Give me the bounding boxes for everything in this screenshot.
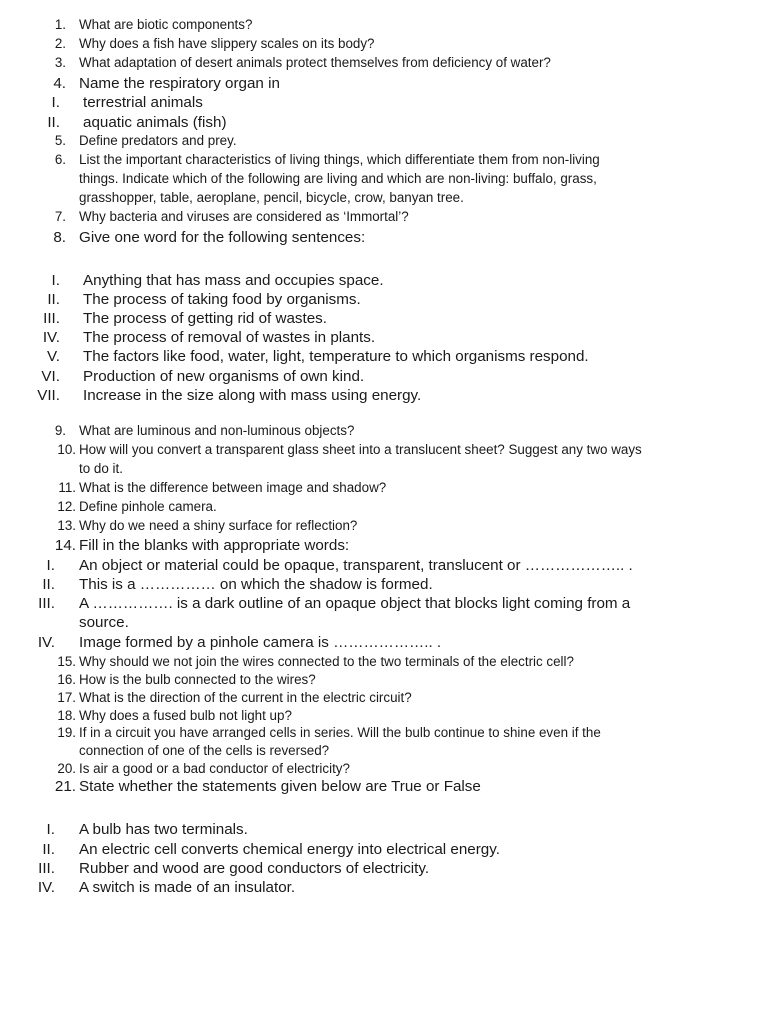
question-text: How will you convert a transparent glass sheet into a translucent sheet? Suggest any two ways xyxy=(79,442,642,457)
subitem-text: A bulb has two terminals. xyxy=(79,821,248,838)
question-number: 19. xyxy=(57,725,76,740)
subitem-text: Production of new organisms of own kind. xyxy=(83,368,365,385)
question-number: 3. xyxy=(54,55,66,70)
question-text: State whether the statements given below are True or False xyxy=(79,778,481,795)
subitem-number: IV. xyxy=(37,634,55,651)
question-text: What is the difference between image and shadow? xyxy=(79,480,387,495)
subitem-number: II. xyxy=(47,114,60,131)
question-number: 17. xyxy=(57,690,76,705)
question-text: Why should we not join the wires connected to the two terminals of the electric cell? xyxy=(79,654,574,669)
question-text-continued: grasshopper, table, aeroplane, pencil, bicycle, crow, banyan tree. xyxy=(79,190,464,205)
subitem-text: Rubber and wood are good conductors of electricity. xyxy=(79,860,430,877)
question-number: 13. xyxy=(57,518,76,533)
question-text: Why does a fused bulb not light up? xyxy=(79,708,292,723)
subitem-text: A ……………. is a dark outline of an opaque object that blocks light coming from a xyxy=(79,595,631,612)
subitem-text: terrestrial animals xyxy=(83,94,203,111)
subitem-number: III. xyxy=(38,860,55,877)
subitem-number: II. xyxy=(42,576,55,593)
subitem-number: I. xyxy=(46,557,55,574)
question-text: List the important characteristics of living things, which differentiate them from non-living xyxy=(79,152,600,167)
question-text: Why do we need a shiny surface for reflection? xyxy=(79,518,358,533)
question-number: 4. xyxy=(53,75,66,92)
question-text: What are luminous and non-luminous objects? xyxy=(79,423,355,438)
subitem-number: I. xyxy=(46,821,55,838)
subitem-text-continued: source. xyxy=(79,614,129,631)
question-text: Fill in the blanks with appropriate words: xyxy=(79,537,350,554)
question-text: Define pinhole camera. xyxy=(79,499,217,514)
subitem-text: This is a …………… on which the shadow is formed. xyxy=(79,576,433,593)
question-number: 20. xyxy=(57,761,76,776)
question-text-continued: to do it. xyxy=(79,461,123,476)
question-text-continued: connection of one of the cells is reversed? xyxy=(79,743,330,758)
question-number: 2. xyxy=(54,36,66,51)
subitem-text: The process of getting rid of wastes. xyxy=(83,310,327,327)
question-number: 14. xyxy=(54,537,76,554)
subitem-text: Increase in the size along with mass using energy. xyxy=(83,387,422,404)
subitem-text: The factors like food, water, light, temperature to which organisms respond. xyxy=(83,348,589,365)
question-number: 18. xyxy=(57,708,76,723)
question-text: Why bacteria and viruses are considered as ‘Immortal’? xyxy=(79,209,409,224)
question-number: 6. xyxy=(54,152,66,167)
question-number: 12. xyxy=(57,499,76,514)
question-number: 11. xyxy=(58,480,76,495)
subitem-text: A switch is made of an insulator. xyxy=(79,879,296,896)
question-number: 8. xyxy=(53,229,66,246)
question-number: 21. xyxy=(54,778,76,795)
subitem-text: aquatic animals (fish) xyxy=(83,114,227,131)
question-text: What adaptation of desert animals protect themselves from deficiency of water? xyxy=(79,55,551,70)
subitem-number: II. xyxy=(47,291,60,308)
subitem-number: IV. xyxy=(42,329,60,346)
subitem-number: VI. xyxy=(41,368,60,385)
subitem-number: V. xyxy=(47,348,60,365)
subitem-text: The process of taking food by organisms. xyxy=(83,291,361,308)
question-text: If in a circuit you have arranged cells in series. Will the bulb continue to shine even if the xyxy=(79,725,601,740)
subitem-number: VII. xyxy=(37,387,60,404)
question-number: 10. xyxy=(57,442,76,457)
question-number: 7. xyxy=(54,209,66,224)
question-text: Define predators and prey. xyxy=(79,133,237,148)
subitem-text: An electric cell converts chemical energy into electrical energy. xyxy=(79,841,500,858)
subitem-number: I. xyxy=(51,272,60,289)
subitem-number: III. xyxy=(38,595,55,612)
subitem-text: An object or material could be opaque, transparent, translucent or ……………….. . xyxy=(79,557,633,574)
subitem-number: II. xyxy=(42,841,55,858)
subitem-number: IV. xyxy=(37,879,55,896)
subitem-text: The process of removal of wastes in plants. xyxy=(83,329,376,346)
question-text: What is the direction of the current in the electric circuit? xyxy=(79,690,412,705)
question-text: What are biotic components? xyxy=(79,17,253,32)
question-text: Give one word for the following sentences: xyxy=(79,229,366,246)
question-number: 15. xyxy=(57,654,76,669)
question-text: Why does a fish have slippery scales on its body? xyxy=(79,36,375,51)
subitem-text: Anything that has mass and occupies space. xyxy=(83,272,384,289)
question-number: 5. xyxy=(54,133,66,148)
question-number: 1. xyxy=(54,17,66,32)
subitem-number: III. xyxy=(43,310,60,327)
question-text: How is the bulb connected to the wires? xyxy=(79,672,316,687)
question-text-continued: things. Indicate which of the following are living and which are non-living: buffalo, grass, xyxy=(79,171,597,186)
question-text: Is air a good or a bad conductor of electricity? xyxy=(79,761,350,776)
subitem-text: Image formed by a pinhole camera is ……………….. . xyxy=(79,634,442,651)
question-number: 16. xyxy=(57,672,76,687)
question-text: Name the respiratory organ in xyxy=(79,75,280,92)
question-number: 9. xyxy=(54,423,66,438)
subitem-number: I. xyxy=(51,94,60,111)
